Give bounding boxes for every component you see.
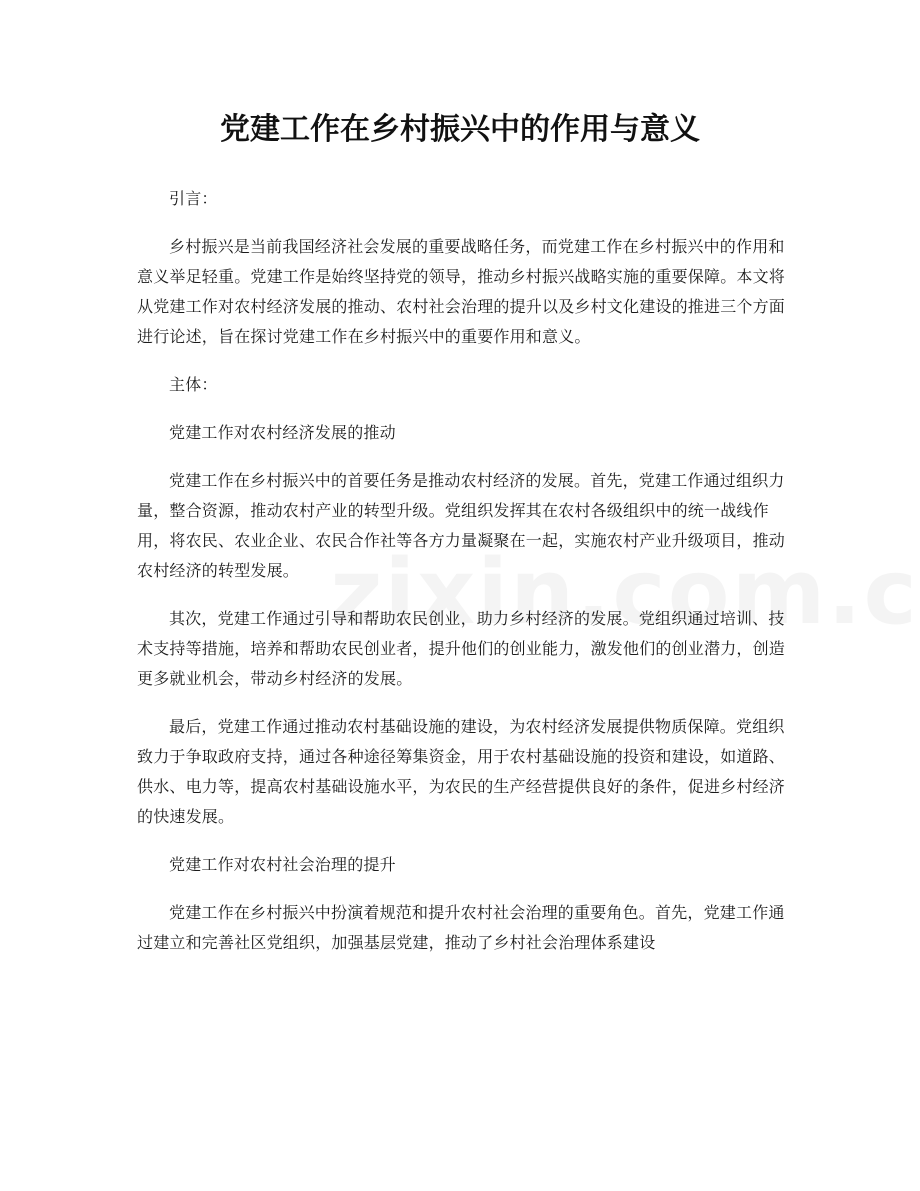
economy-paragraph-3: 最后，党建工作通过推动农村基础设施的建设，为农村经济发展提供物质保障。党组织致力于争取政府支持，通过各种途径筹集资金，用于农村基础设施的投资和建设，如道路、供水、电力等，提高农村基础设施水平，为农民的生产经营提供良好的条件，促进乡村经济的快速发展。: [137, 717, 786, 826]
main-heading: 主体：: [169, 375, 218, 394]
intro-heading: 引言：: [169, 189, 218, 208]
economy-paragraph-1: 党建工作在乡村振兴中的首要任务是推动农村经济的发展。首先，党建工作通过组织力量，整合资源，推动农村产业的转型升级。党组织发挥其在农村各级组织中的统一战线作用，将农民、农业企业、农民合作社等各方力量凝聚在一起，实施农村产业升级项目，推动农村经济的转型发展。: [137, 471, 786, 580]
governance-paragraph-1: 党建工作在乡村振兴中扮演着规范和提升农村社会治理的重要角色。首先，党建工作通过建立和完善社区党组织，加强基层党建，推动了乡村社会治理体系建设: [137, 903, 785, 952]
section-heading-governance: 党建工作对农村社会治理的提升: [169, 855, 396, 874]
document-body: [137, 184, 785, 976]
section-heading-economy: 党建工作对农村经济发展的推动: [169, 423, 396, 442]
document-title: 党建工作在乡村振兴中的作用与意义: [220, 112, 700, 147]
intro-paragraph: 乡村振兴是当前我国经济社会发展的重要战略任务，而党建工作在乡村振兴中的作用和意义举足轻重。党建工作是始终坚持党的领导，推动乡村振兴战略实施的重要保障。本文将从党建工作对农村经济发展的推动、农村社会治理的提升以及乡村文化建设的推进三个方面进行论述，旨在探讨党建工作在乡村振兴中的重要作用和意义。: [137, 237, 786, 346]
economy-paragraph-2: 其次，党建工作通过引导和帮助农民创业，助力乡村经济的发展。党组织通过培训、技术支持等措施，培养和帮助农民创业者，提升他们的创业能力，激发他们的创业潜力，创造更多就业机会，带动乡村经济的发展。: [137, 609, 786, 688]
